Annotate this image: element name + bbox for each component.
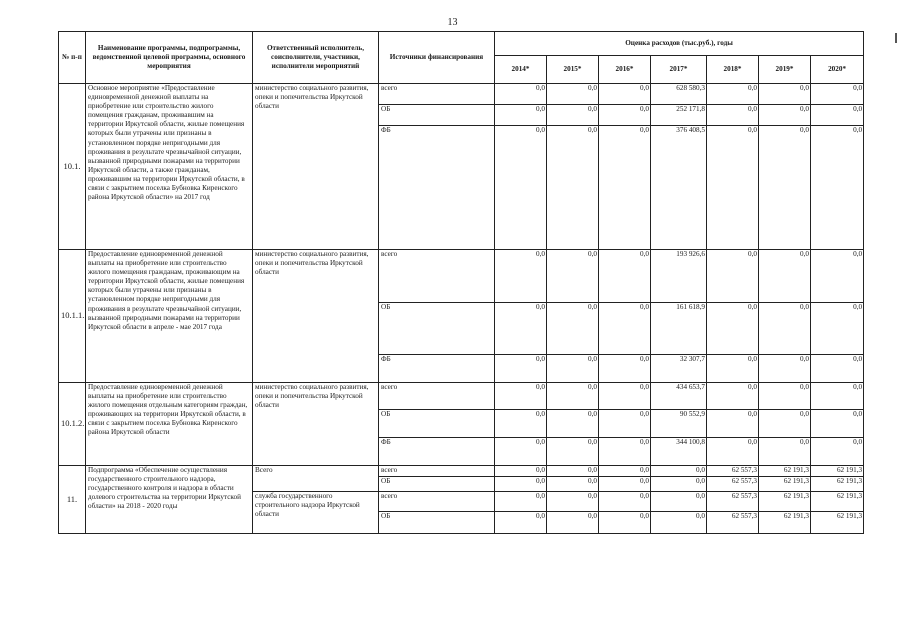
row-source: всего: [379, 84, 495, 105]
cell-value: 0,0: [707, 303, 759, 355]
cell-value: 62 557,3: [707, 492, 759, 512]
cell-value: 62 191,3: [811, 466, 864, 477]
row-source: ОБ: [379, 303, 495, 355]
cell-value: 0,0: [759, 126, 811, 250]
row-code: 11.: [59, 466, 86, 534]
row-source: ОБ: [379, 477, 495, 492]
row-source: ОБ: [379, 512, 495, 534]
expenditure-table: [58, 31, 864, 534]
page-number: 13: [447, 17, 458, 28]
cell-value: 0,0: [495, 410, 547, 438]
row-source: ФБ: [379, 355, 495, 383]
cell-value: 0,0: [599, 466, 651, 477]
cell-value: 0,0: [547, 383, 599, 410]
cell-value: 0,0: [707, 105, 759, 126]
cell-value: 0,0: [811, 105, 864, 126]
cell-value: 0,0: [811, 126, 864, 250]
year-header: 2017*: [651, 56, 707, 84]
row-exec: министерство социального развития, опеки и попечительства Иркутской области: [253, 84, 379, 250]
header-costs: Оценка расходов (тыс.руб.), годы: [495, 32, 864, 56]
cell-value: 0,0: [495, 438, 547, 466]
cell-value: 90 552,9: [651, 410, 707, 438]
cell-value: 0,0: [707, 438, 759, 466]
cell-value: 62 557,3: [707, 466, 759, 477]
row-exec: министерство социального развития, опеки и попечительства Иркутской области: [253, 383, 379, 466]
cell-value: 0,0: [707, 126, 759, 250]
row-source: ОБ: [379, 410, 495, 438]
cell-value: 0,0: [547, 438, 599, 466]
table-row: [59, 84, 864, 105]
row-name: Предоставление единовременной денежной выплаты на приобретение или строительство жилого помещения отдельным категориям граждан, проживающих на территории Иркутской области, в связи с закрытием поселка Бубновка Киренского района Иркутской области: [86, 383, 253, 466]
cell-value: 193 926,6: [651, 250, 707, 303]
table-row: [59, 250, 864, 303]
table-row: [59, 466, 864, 477]
cell-value: 252 171,8: [651, 105, 707, 126]
cell-value: 0,0: [759, 355, 811, 383]
cell-value: 0,0: [707, 410, 759, 438]
cell-value: 0,0: [495, 466, 547, 477]
cell-value: 62 191,3: [811, 477, 864, 492]
cell-value: 0,0: [651, 512, 707, 534]
cell-value: 0,0: [547, 84, 599, 105]
cell-value: 0,0: [811, 303, 864, 355]
row-name: Основное мероприятие «Предоставление единовременной денежной выплаты на приобретение или строительство жилого помещения гражданам, проживавшим на территории Иркутской области, жилые помещения которых были утрачены или признаны в установленном порядке непригодными для проживания в результате чрезвычайной ситуации, вызванной природными пожарами на территории Иркутской области, а также гражданам, проживавшим на территории Иркутской области, в связи с закрытием поселка Бубновка Киренского района Иркутской области» на 2017 год: [86, 84, 253, 250]
cell-value: 0,0: [759, 303, 811, 355]
year-header: 2020*: [811, 56, 864, 84]
row-source: всего: [379, 383, 495, 410]
cell-value: 0,0: [547, 126, 599, 250]
cell-value: 0,0: [599, 492, 651, 512]
row-name: Предоставление единовременной денежной выплаты на приобретение или строительство жилого помещения гражданам, проживающим на территории Иркутской области, жилые помещения которых были утрачены или признаны в установленном порядке непригодными для проживания в результате чрезвычайной ситуации, вызванной природными пожарами на территории Иркутской области в апреле - мае 2017 года: [86, 250, 253, 383]
cell-value: 62 557,3: [707, 512, 759, 534]
header-num: № п-п: [59, 32, 86, 84]
cell-value: 0,0: [707, 355, 759, 383]
cell-value: 0,0: [599, 355, 651, 383]
cell-value: 0,0: [811, 438, 864, 466]
cell-value: 0,0: [651, 466, 707, 477]
cell-value: 0,0: [599, 512, 651, 534]
row-source: ФБ: [379, 126, 495, 250]
edge-mark: [895, 33, 897, 43]
cell-value: 62 557,3: [707, 477, 759, 492]
cell-value: 62 191,3: [759, 477, 811, 492]
cell-value: 0,0: [495, 250, 547, 303]
cell-value: 0,0: [599, 250, 651, 303]
cell-value: 0,0: [759, 438, 811, 466]
cell-value: 0,0: [495, 84, 547, 105]
cell-value: 0,0: [599, 410, 651, 438]
cell-value: 0,0: [759, 84, 811, 105]
row-name: Подпрограмма «Обеспечение осуществления государственного строительного надзора, государственного контроля и надзора в области долевого строительства на территории Иркутской области» на 2018 - 2020 годы: [86, 466, 253, 534]
cell-value: 0,0: [547, 410, 599, 438]
cell-value: 0,0: [759, 383, 811, 410]
cell-value: 0,0: [495, 126, 547, 250]
cell-value: 0,0: [599, 477, 651, 492]
cell-value: 0,0: [547, 492, 599, 512]
cell-value: 0,0: [811, 410, 864, 438]
cell-value: 0,0: [599, 105, 651, 126]
cell-value: 62 191,3: [759, 512, 811, 534]
year-header: 2016*: [599, 56, 651, 84]
row-exec: служба государственного строительного надзора Иркутской области: [253, 492, 379, 534]
cell-value: 344 100,8: [651, 438, 707, 466]
cell-value: 0,0: [495, 105, 547, 126]
cell-value: 0,0: [495, 355, 547, 383]
cell-value: 0,0: [495, 383, 547, 410]
cell-value: 0,0: [495, 303, 547, 355]
row-source: ФБ: [379, 438, 495, 466]
cell-value: 0,0: [547, 477, 599, 492]
year-header: 2014*: [495, 56, 547, 84]
cell-value: 0,0: [547, 105, 599, 126]
cell-value: 0,0: [759, 105, 811, 126]
cell-value: 62 191,3: [759, 466, 811, 477]
cell-value: 62 191,3: [811, 512, 864, 534]
cell-value: 0,0: [599, 126, 651, 250]
cell-value: 0,0: [599, 438, 651, 466]
table-row: [59, 383, 864, 410]
cell-value: 0,0: [651, 477, 707, 492]
header-exec: Ответственный исполнитель, соисполнители, участники, исполнители мероприятий: [253, 32, 379, 84]
cell-value: 0,0: [599, 84, 651, 105]
row-code: 10.1.2.: [59, 383, 86, 466]
row-code: 10.1.1.: [59, 250, 86, 383]
header-name: Наименование программы, подпрограммы, ведомственной целевой программы, основного мероприятия: [86, 32, 253, 84]
cell-value: 161 618,9: [651, 303, 707, 355]
cell-value: 0,0: [547, 250, 599, 303]
cell-value: 0,0: [547, 355, 599, 383]
row-code: 10.1.: [59, 84, 86, 250]
cell-value: 0,0: [811, 355, 864, 383]
cell-value: 376 408,5: [651, 126, 707, 250]
year-header: 2019*: [759, 56, 811, 84]
cell-value: 0,0: [547, 303, 599, 355]
cell-value: 0,0: [811, 84, 864, 105]
cell-value: 0,0: [707, 383, 759, 410]
cell-value: 0,0: [811, 383, 864, 410]
cell-value: 434 653,7: [651, 383, 707, 410]
cell-value: 0,0: [811, 250, 864, 303]
cell-value: 0,0: [495, 477, 547, 492]
row-source: всего: [379, 250, 495, 303]
cell-value: 0,0: [759, 410, 811, 438]
row-source: ОБ: [379, 105, 495, 126]
cell-value: 0,0: [547, 512, 599, 534]
row-exec: министерство социального развития, опеки и попечительства Иркутской области: [253, 250, 379, 383]
cell-value: 0,0: [707, 84, 759, 105]
cell-value: 0,0: [495, 492, 547, 512]
cell-value: 62 191,3: [811, 492, 864, 512]
year-header: 2018*: [707, 56, 759, 84]
cell-value: 0,0: [707, 250, 759, 303]
cell-value: 0,0: [759, 250, 811, 303]
row-exec: Всего: [253, 466, 379, 492]
cell-value: 0,0: [599, 383, 651, 410]
header-source: Источники финансирования: [379, 32, 495, 84]
year-header: 2015*: [547, 56, 599, 84]
cell-value: 32 307,7: [651, 355, 707, 383]
cell-value: 628 580,3: [651, 84, 707, 105]
cell-value: 0,0: [599, 303, 651, 355]
cell-value: 0,0: [651, 492, 707, 512]
cell-value: 0,0: [495, 512, 547, 534]
row-source: всего: [379, 466, 495, 477]
row-source: всего: [379, 492, 495, 512]
cell-value: 62 191,3: [759, 492, 811, 512]
cell-value: 0,0: [547, 466, 599, 477]
